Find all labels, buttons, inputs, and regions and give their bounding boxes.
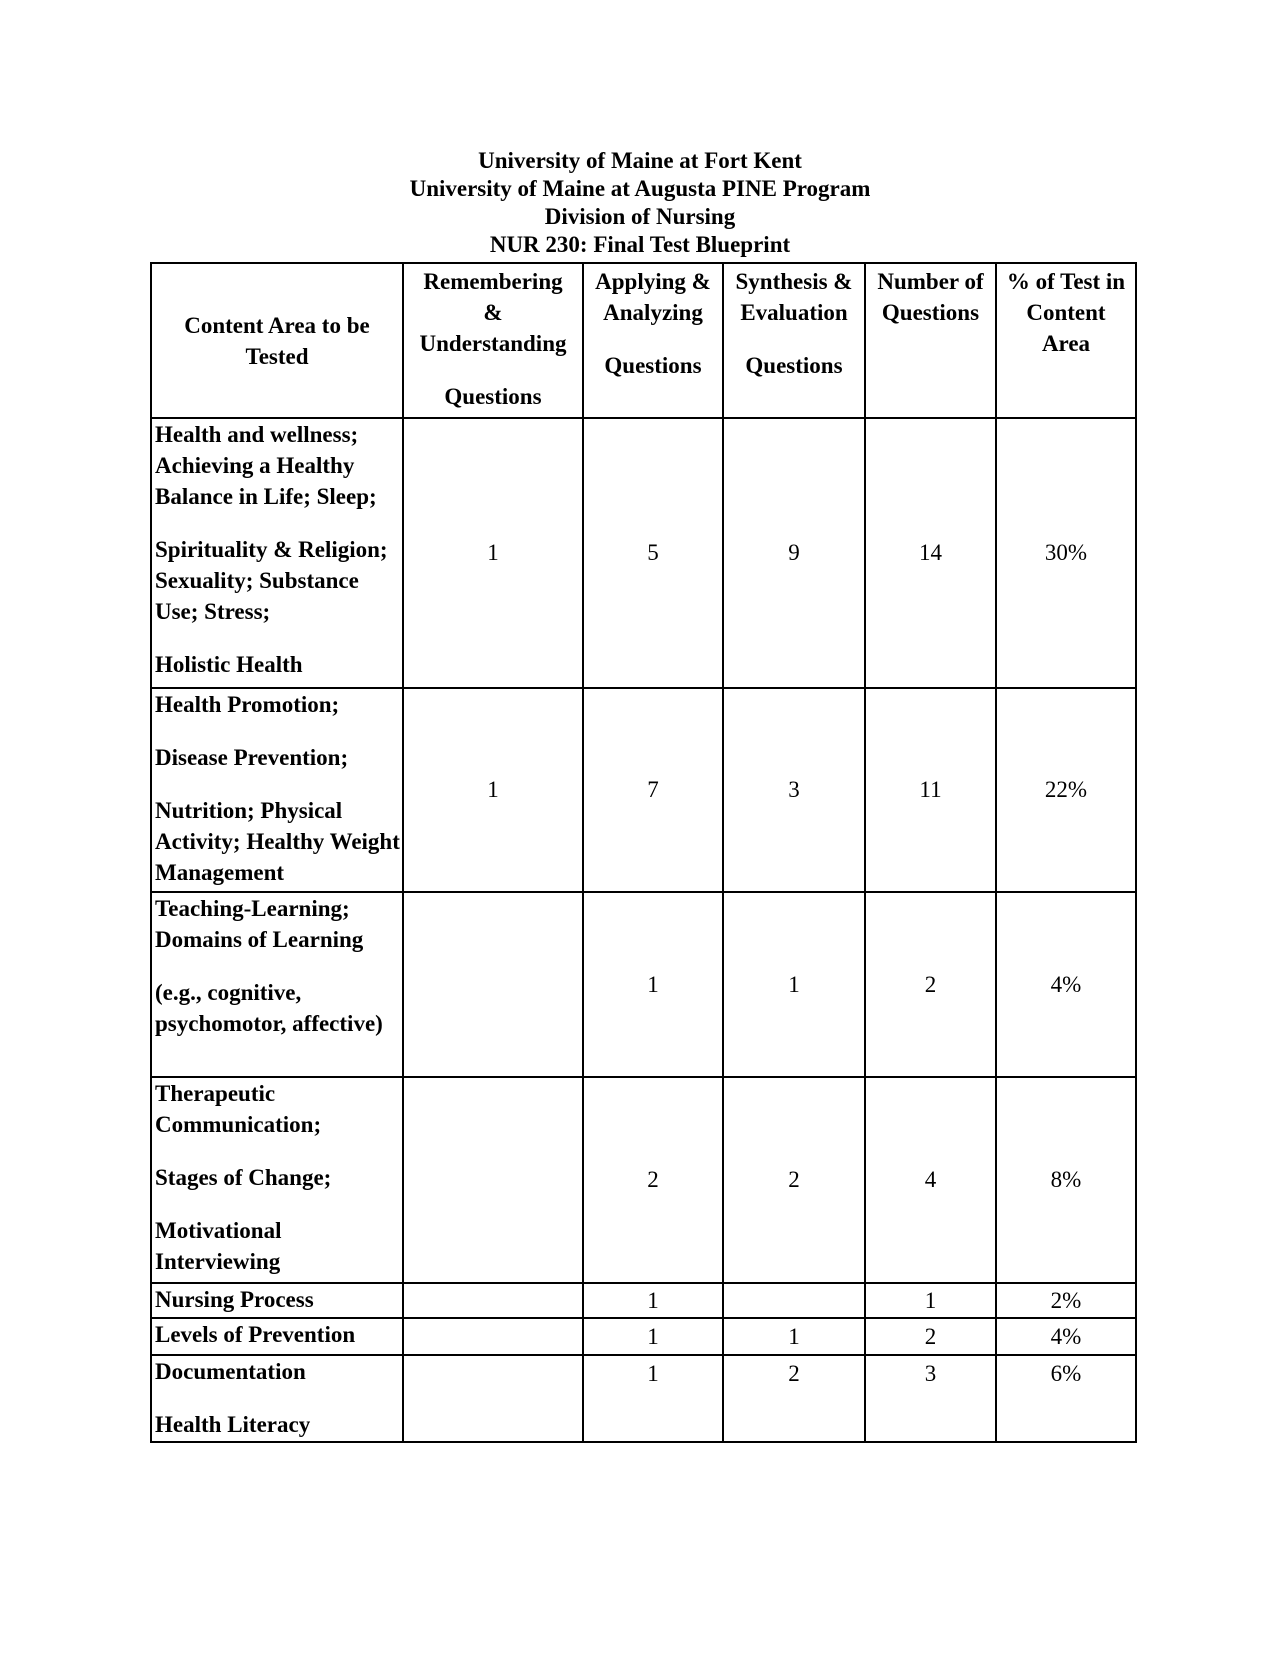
division-title: Division of Nursing — [544, 204, 736, 229]
content-area-text: (e.g., cognitive, psychomotor, affective) — [155, 980, 383, 1036]
question-count: 14 — [865, 418, 996, 688]
content-area-cell — [151, 1318, 403, 1355]
question-count: 11 — [865, 688, 996, 892]
header-number-label: Number of Questions — [877, 269, 984, 325]
percent-of-test: 4% — [996, 1318, 1136, 1355]
content-area-text: Nutrition; Physical Activity; Healthy Weight Management — [155, 798, 400, 885]
question-count: 2 — [865, 1318, 996, 1355]
table-row — [151, 688, 1136, 892]
content-area-text: Spirituality & Religion; Sexuality; Substance Use; Stress; — [155, 537, 388, 624]
percent-of-test: 4% — [996, 892, 1136, 1077]
header-synthesis-line: Questions — [745, 353, 843, 378]
header-synthesis-line: Evaluation — [740, 300, 848, 325]
content-area-text: Health Literacy — [155, 1412, 311, 1437]
applying-count: 1 — [583, 1283, 723, 1318]
synthesis-count: 3 — [723, 688, 865, 892]
header-applying — [583, 263, 723, 418]
percent-of-test: 8% — [996, 1077, 1136, 1283]
test-blueprint-table — [150, 262, 1137, 1443]
applying-count: 1 — [583, 1318, 723, 1355]
header-remembering-line: Understanding — [419, 331, 567, 356]
content-area-text: Health Promotion; — [155, 692, 340, 717]
table-row — [151, 1283, 1136, 1318]
question-count: 3 — [865, 1355, 996, 1442]
header-percent-label: % of Test in Content Area — [1006, 269, 1126, 356]
table-row — [151, 1355, 1136, 1442]
header-synthesis — [723, 263, 865, 418]
applying-count: 2 — [583, 1077, 723, 1283]
remembering-count — [403, 892, 583, 1077]
percent-of-test: 2% — [996, 1283, 1136, 1318]
content-area-text: Health and wellness; Achieving a Healthy Balance in Life; Sleep; — [155, 422, 377, 509]
applying-count: 1 — [583, 1355, 723, 1442]
remembering-count — [403, 1355, 583, 1442]
content-area-text: Documentation — [155, 1359, 306, 1384]
header-content-area-label: Content Area to be Tested — [184, 312, 370, 369]
applying-count: 7 — [583, 688, 723, 892]
header-percent — [996, 263, 1136, 418]
header-applying-line: Analyzing — [603, 300, 703, 325]
content-area-cell — [151, 418, 403, 688]
table-row — [151, 418, 1136, 688]
remembering-count: 1 — [403, 688, 583, 892]
table-row — [151, 1318, 1136, 1355]
content-area-text: Disease Prevention; — [155, 745, 349, 770]
question-count: 4 — [865, 1077, 996, 1283]
content-area-cell — [151, 1077, 403, 1283]
percent-of-test: 22% — [996, 688, 1136, 892]
blueprint-title: NUR 230: Final Test Blueprint — [489, 232, 791, 257]
table-header-row — [151, 263, 1136, 418]
content-area-text: Motivational Interviewing — [155, 1218, 282, 1274]
header-remembering-line: & — [483, 300, 503, 325]
percent-of-test: 30% — [996, 418, 1136, 688]
header-remembering — [403, 263, 583, 418]
header-number — [865, 263, 996, 418]
program-title: University of Maine at Augusta PINE Program — [409, 176, 871, 201]
header-remembering-line: Questions — [444, 384, 542, 409]
synthesis-count: 9 — [723, 418, 865, 688]
content-area-text: Nursing Process — [155, 1287, 314, 1312]
content-area-cell — [151, 1355, 403, 1442]
content-area-text: Levels of Prevention — [155, 1322, 356, 1347]
content-area-cell — [151, 892, 403, 1077]
applying-count: 1 — [583, 892, 723, 1077]
remembering-count — [403, 1283, 583, 1318]
question-count: 2 — [865, 892, 996, 1077]
remembering-count — [403, 1077, 583, 1283]
synthesis-count — [723, 1283, 865, 1318]
percent-of-test: 6% — [996, 1355, 1136, 1442]
content-area-cell — [151, 1283, 403, 1318]
remembering-count — [403, 1318, 583, 1355]
content-area-text: Holistic Health — [155, 652, 303, 677]
synthesis-count: 1 — [723, 1318, 865, 1355]
university-title: University of Maine at Fort Kent — [478, 148, 802, 173]
header-applying-line: Questions — [604, 353, 702, 378]
document-header — [0, 147, 1280, 259]
table-row — [151, 892, 1136, 1077]
content-area-text: Teaching-Learning; Domains of Learning — [155, 896, 364, 952]
synthesis-count: 1 — [723, 892, 865, 1077]
header-synthesis-line: Synthesis & — [735, 269, 853, 294]
synthesis-count: 2 — [723, 1355, 865, 1442]
content-area-cell — [151, 688, 403, 892]
header-content-area — [151, 263, 403, 418]
remembering-count: 1 — [403, 418, 583, 688]
header-applying-line: Applying & — [595, 269, 711, 294]
question-count: 1 — [865, 1283, 996, 1318]
synthesis-count: 2 — [723, 1077, 865, 1283]
content-area-text: Therapeutic Communication; — [155, 1081, 322, 1137]
applying-count: 5 — [583, 418, 723, 688]
header-remembering-line: Remembering — [423, 269, 563, 294]
content-area-text: Stages of Change; — [155, 1165, 332, 1190]
table-row — [151, 1077, 1136, 1283]
